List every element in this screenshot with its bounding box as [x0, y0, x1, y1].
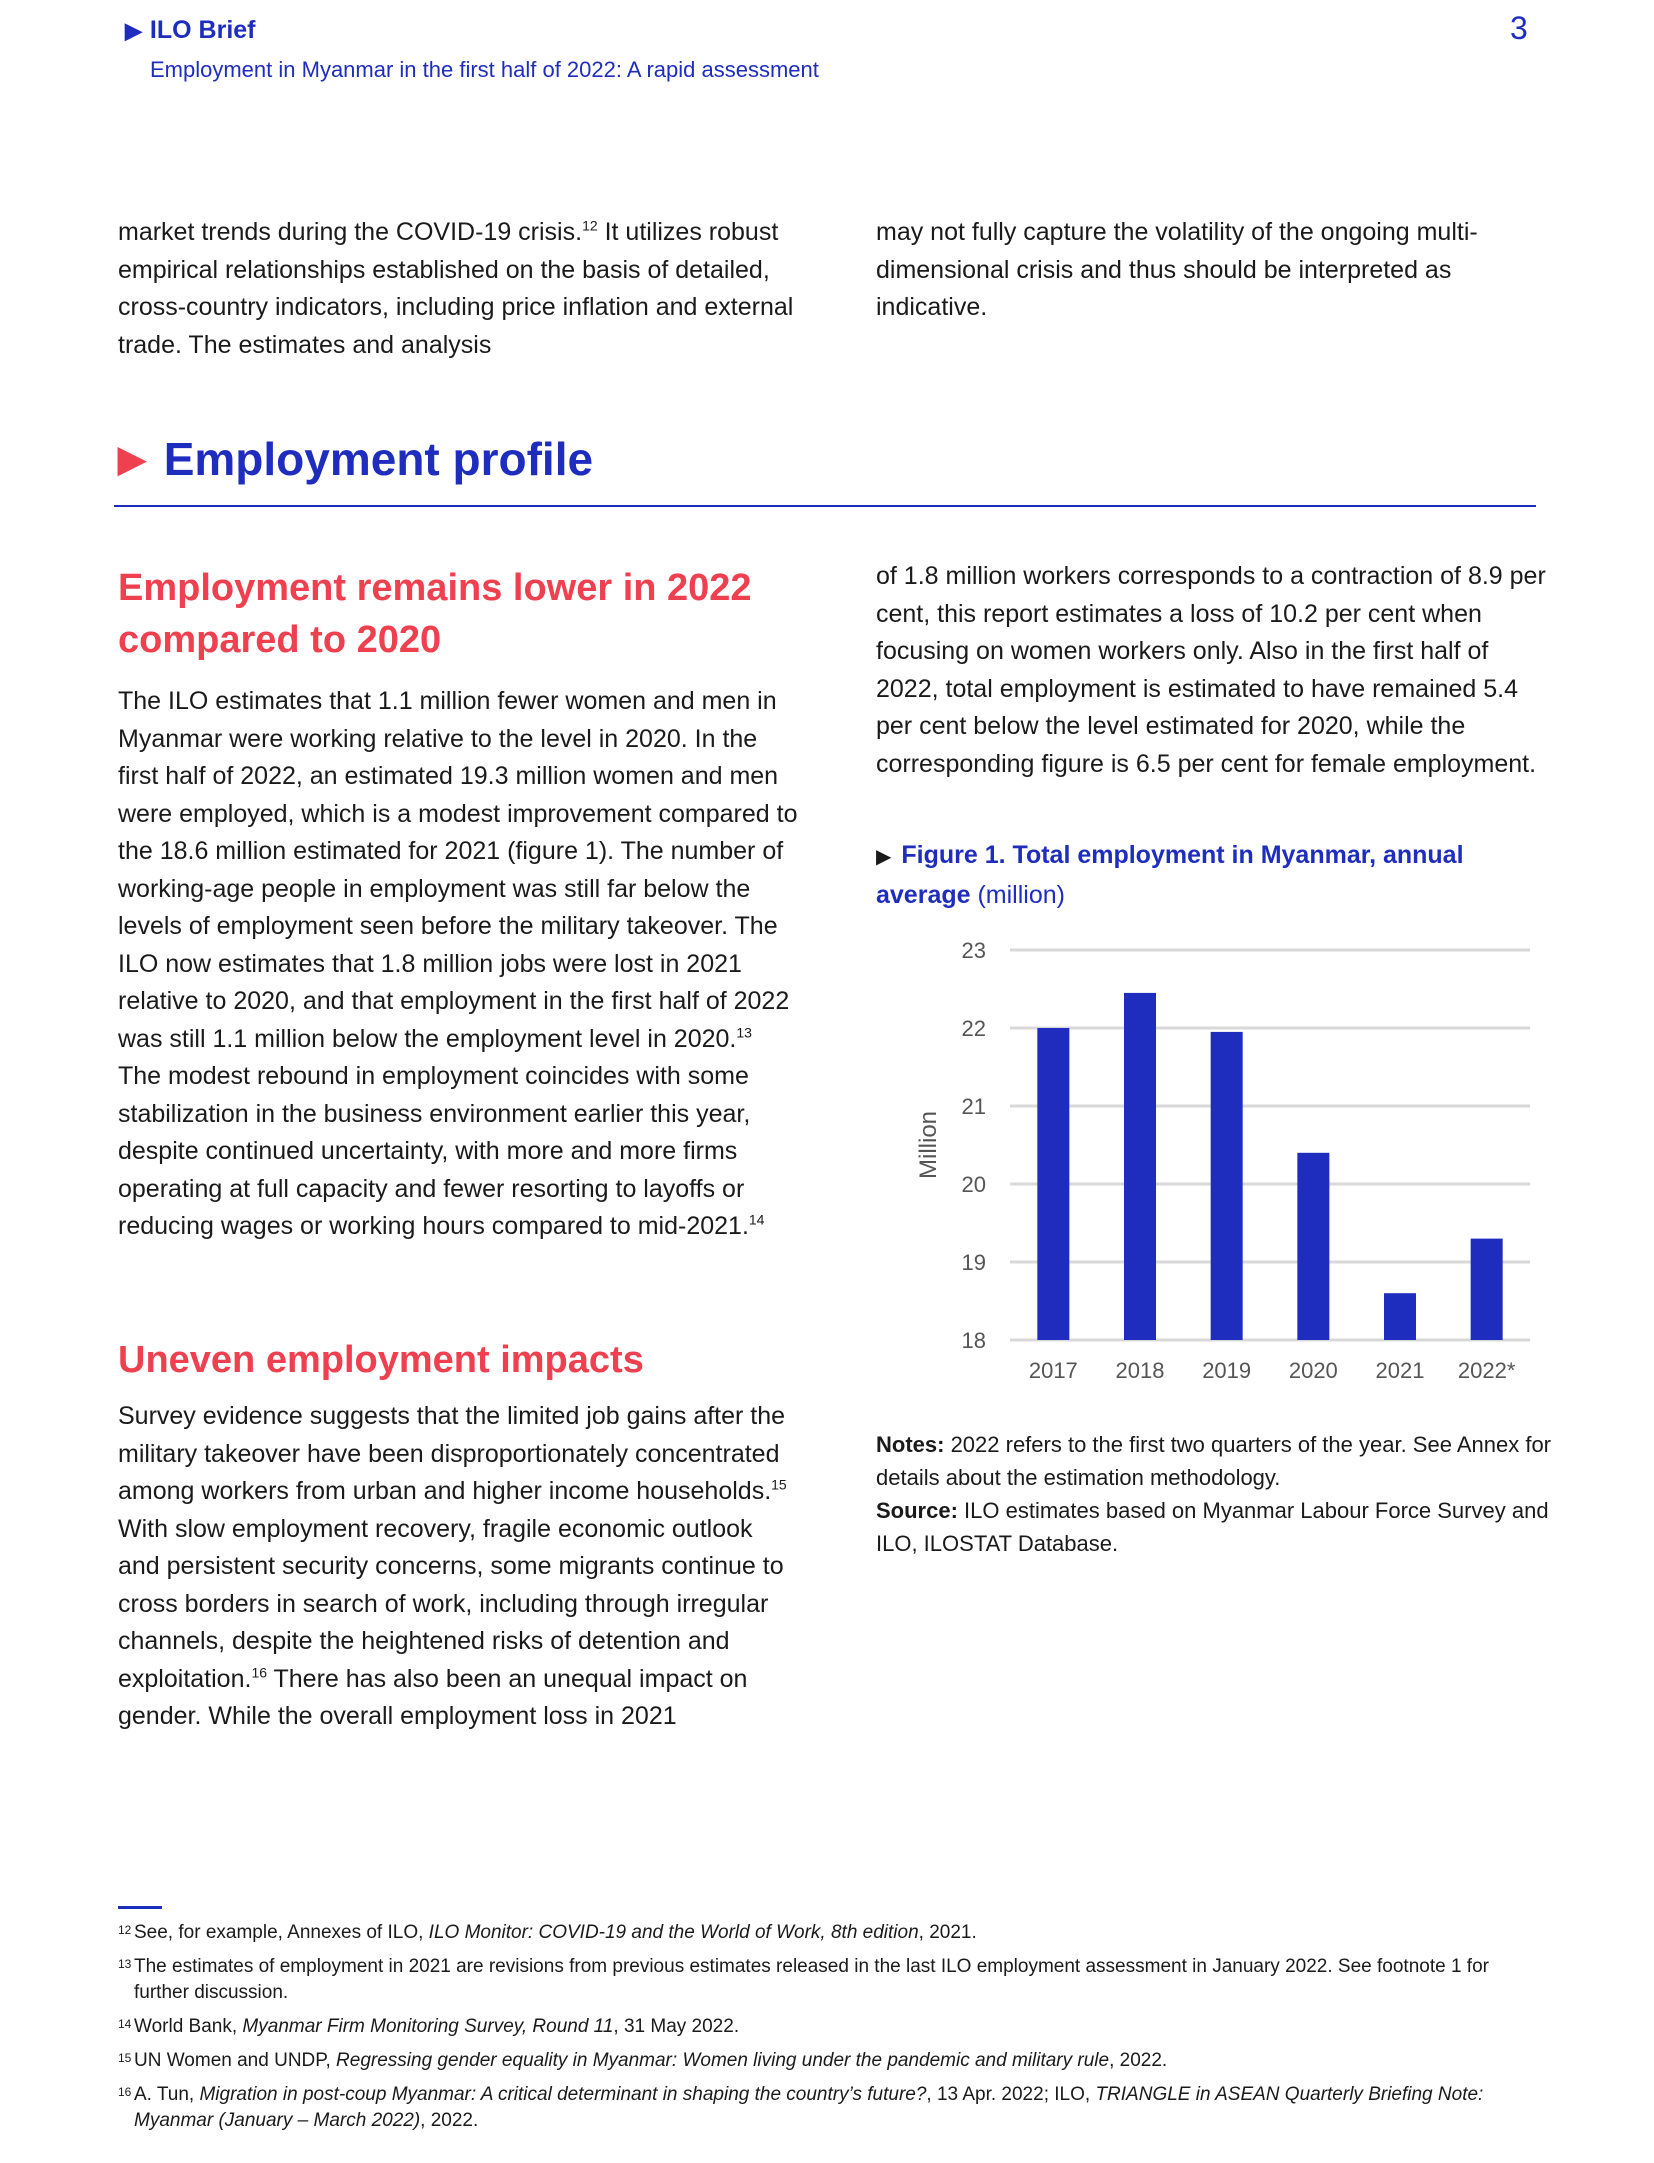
subsection-heading-employment-lower: Employment remains lower in 2022 compared to 2020 — [118, 567, 752, 661]
footnote-ref-14[interactable]: 14 — [748, 1211, 765, 1228]
x-tick-label: 2021 — [1375, 1358, 1425, 1383]
paragraph-text: With slow employment recovery, fragile economic outlook and persistent security concerns, some migrants continue to cross borders in search of work, including through irregular channels, despite the heightened risks of detention and exploitation. — [118, 1514, 784, 1693]
bar-2021 — [1384, 1293, 1416, 1340]
x-tick-label: 2022* — [1457, 1358, 1516, 1383]
x-tick-label: 2017 — [1028, 1358, 1078, 1383]
x-tick-label: 2020 — [1288, 1358, 1338, 1383]
footnote-divider — [118, 1906, 162, 1909]
footnote-12: 12 See, for example, Annexes of ILO, ILO Monitor: COVID-19 and the World of Work, 8th edition, 2021. — [118, 1922, 977, 1943]
employment-lower-paragraph — [118, 683, 798, 1246]
figure-title — [876, 836, 1556, 914]
bar-2018 — [1124, 993, 1156, 1340]
footnote-text: See, for example, Annexes of ILO, ILO Monitor: COVID-19 and the World of Work, 8th edition, 2021. — [134, 1922, 977, 1943]
section-divider — [114, 505, 1536, 507]
figure-title-unit: (million) — [970, 881, 1065, 909]
play-triangle-icon: ▶ — [125, 18, 142, 43]
bar-2017 — [1037, 1028, 1069, 1340]
gender-impact-paragraph: of 1.8 million workers corresponds to a contraction of 8.9 per cent, this report estimates a loss of 10.2 per cent when focusing on women workers only. Also in the first half of 2022, total employment is estimated to have remained 5.4 per cent below the level estimated for 2020, while the corresponding figure is 6.5 per cent for female employment. — [876, 562, 1546, 778]
footnote-14: 14 World Bank, Myanmar Firm Monitoring Survey, Round 11, 31 May 2022. — [118, 2016, 740, 2037]
source-label: Source: — [876, 1498, 958, 1523]
notes-label: Notes: — [876, 1432, 945, 1457]
bar-2019 — [1211, 1032, 1243, 1340]
document-subtitle: Employment in Myanmar in the first half of 2022: A rapid assessment — [150, 57, 819, 82]
footnotes — [118, 1920, 1538, 2142]
intro-left-text-2: It utilizes robust empirical relationships established on the basis of detailed, cross-country indicators, including price inflation and external trade. The estimates and analysis — [118, 218, 794, 359]
section-title — [118, 432, 593, 486]
play-triangle-icon: ▶ — [118, 438, 146, 479]
paragraph-text: The ILO estimates that 1.1 million fewer women and men in Myanmar were working relative to the level in 2020. In the first half of 2022, an estimated 19.3 million women and men were employed, which is a modest improvement compared to the 18.6 million estimated for 2021 (figure 1). The number of working-age people in employment was still far below the levels of employment seen before the military takeover. The ILO now estimates that 1.8 million jobs were lost in 2021 relative to 2020, and that employment in the first half of 2022 was still 1.1 million below the employment level in 2020. — [118, 687, 798, 1053]
notes-line — [876, 1428, 1556, 1494]
y-tick-label: 22 — [961, 1016, 986, 1041]
section-title-text: Employment profile — [163, 433, 594, 485]
y-tick-label: 18 — [961, 1328, 986, 1353]
y-axis-label: Million — [915, 1110, 942, 1180]
brief-label-text: ILO Brief — [149, 16, 256, 44]
page-number: 3 — [1510, 10, 1528, 46]
figure-notes — [876, 1428, 1556, 1560]
footnote-text: UN Women and UNDP, Regressing gender equality in Myanmar: Women living under the pandemic and military rule, 2022. — [134, 2050, 1168, 2071]
footnote-text: World Bank, Myanmar Firm Monitoring Survey, Round 11, 31 May 2022. — [134, 2016, 740, 2037]
x-tick-label: 2019 — [1202, 1358, 1252, 1383]
source-line — [876, 1494, 1556, 1560]
y-tick-label: 23 — [961, 938, 986, 963]
intro-left-text-1: market trends during the COVID-19 crisis. — [118, 218, 583, 246]
paragraph-text: Survey evidence suggests that the limited job gains after the military takeover have been disproportionately concentrated among workers from urban and higher income households. — [118, 1402, 786, 1505]
notes-text: 2022 refers to the first two quarters of the year. See Annex for details about the estimation methodology. — [876, 1432, 1552, 1490]
x-tick-label: 2018 — [1115, 1358, 1165, 1383]
employment-bar-chart — [910, 926, 1550, 1406]
play-triangle-icon: ▶ — [876, 846, 892, 868]
figure-title-text: Figure 1. Total employment in Myanmar, annual average — [876, 841, 1464, 909]
intro-left-paragraph — [118, 214, 798, 364]
paragraph-text: The modest rebound in employment coincides with some stabilization in the business environment earlier this year, despite continued uncertainty, with more and more firms operating at full capacity and fewer resorting to layoffs or reducing wages or working hours compared to mid-2021. — [118, 1062, 751, 1240]
footnote-16: 16 A. Tun, Migration in post-coup Myanmar: A critical determinant in shaping the country’s future?, 13 Apr. 2022; ILO, TRIANGLE in ASEAN Quarterly Briefing Note: Myanmar (January – March 2022), 2022. — [118, 2084, 1484, 2131]
subsection-heading-uneven-impacts: Uneven employment impacts — [118, 1339, 644, 1381]
footnote-ref-12[interactable]: 12 — [582, 217, 598, 234]
footnote-13: 13 The estimates of employment in 2021 are revisions from previous estimates released in the last ILO employment assessment in January 2022. See footnote 1 for further discussion. — [118, 1956, 1489, 2003]
intro-right-paragraph: may not fully capture the volatility of the ongoing multi-dimensional crisis and thus should be interpreted as indicative. — [876, 218, 1478, 321]
paragraph-text: There has also been an unequal impact on gender. While the overall employment loss in 2021 — [118, 1664, 748, 1730]
uneven-impacts-paragraph — [118, 1398, 798, 1736]
y-tick-label: 20 — [961, 1172, 986, 1197]
footnote-ref-15[interactable]: 15 — [771, 1476, 787, 1493]
brief-label — [125, 16, 256, 45]
footnote-text: A. Tun, Migration in post-coup Myanmar: A critical determinant in shaping the country’s future?, 13 Apr. 2022; ILO, TRIANGLE in ASEAN Quarterly Briefing Note: Myanmar (January – March 2022), 2022. — [134, 2084, 1484, 2131]
footnote-text: The estimates of employment in 2021 are revisions from previous estimates released in the last ILO employment assessment in January 2022. See footnote 1 for further discussion. — [134, 1956, 1489, 2003]
footnote-ref-13[interactable]: 13 — [736, 1024, 752, 1041]
bar-2020 — [1297, 1153, 1329, 1340]
footnote-15: 15 UN Women and UNDP, Regressing gender equality in Myanmar: Women living under the pandemic and military rule, 2022. — [118, 2050, 1168, 2071]
footnote-ref-16[interactable]: 16 — [251, 1664, 268, 1681]
source-text: ILO estimates based on Myanmar Labour Force Survey and ILO, ILOSTAT Database. — [876, 1498, 1549, 1556]
y-tick-label: 21 — [961, 1094, 986, 1119]
bar-2022 — [1471, 1239, 1503, 1340]
y-tick-label: 19 — [961, 1250, 986, 1275]
